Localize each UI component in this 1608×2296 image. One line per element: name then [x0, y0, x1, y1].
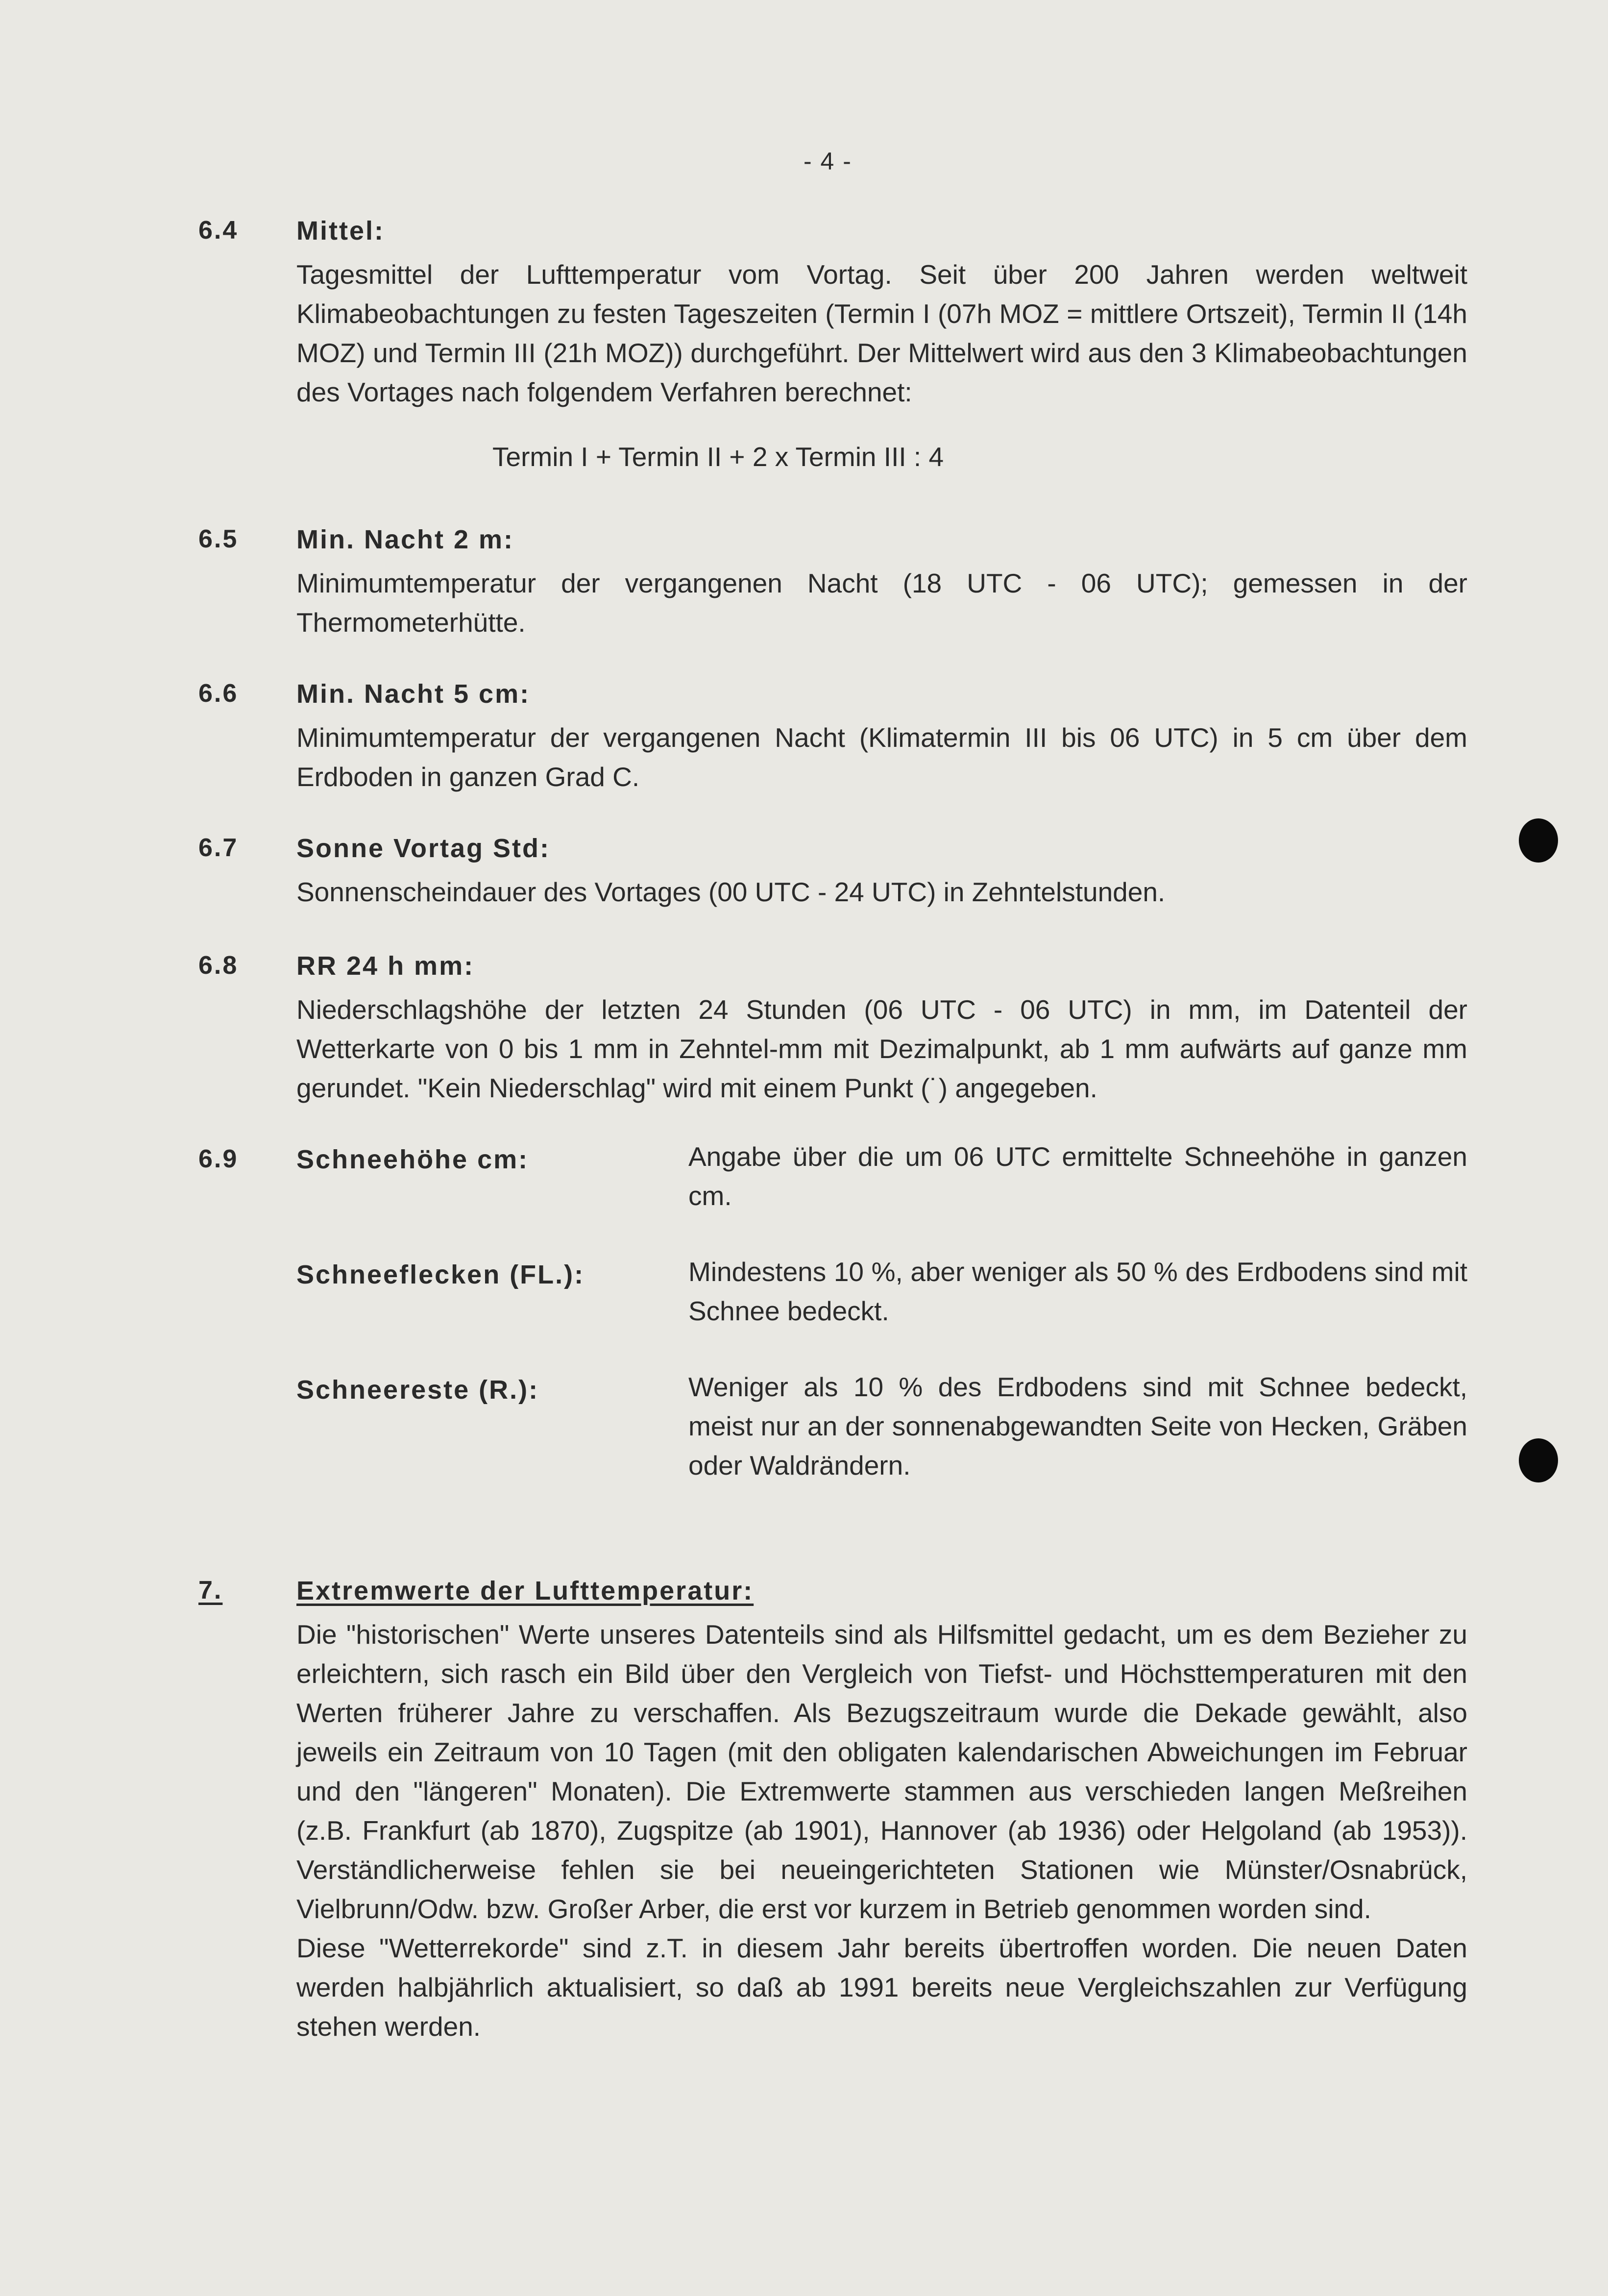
section-body [296, 564, 1467, 642]
paragraph: Minimumtemperatur der vergangenen Nacht (Klimatermin III bis 06 UTC) in 5 cm über dem Erdboden in ganzen Grad C. [296, 722, 1467, 792]
paragraph: Die "historischen" Werte unseres Datenteils sind als Hilfsmittel gedacht, um es dem Bezieher zu erleichtern, sich rasch ein Bild über den Vergleich von Tiefst- und Höchsttemperaturen mit den Werten früherer Jahre zu verschaffen. Als Bezugszeitraum wurde die Dekade gewählt, also jeweils ein Zeitraum von 10 Tagen (mit den obligaten kalendarischen Abweichungen im Februar und den "längeren" Monaten). Die Extremwerte stammen aus verschieden langen Meßreihen (z.B. Frankfurt (ab 1870), Zugspitze (ab 1901), Hannover (ab 1936) oder Helgoland (ab 1953)). Verständlicherweise fehlen sie bei neueingerichteten Stationen wie Münster/Osnabrück, Vielbrunn/Odw. bzw. Großer Arber, die erst vor kurzem in Betrieb genommen worden sind. [296, 1619, 1467, 1924]
paragraph: Tagesmittel der Lufttemperatur vom Vortag. Seit über 200 Jahren werden weltweit Klimabeobachtungen zu festen Tageszeiten (Termin I (07h MOZ = mittlere Ortszeit), Termin II (14h MOZ) und Termin III (21h MOZ)) durchgeführt. Der Mittelwert wird aus den 3 Klimabeobachtungen des Vortages nach folgendem Verfahren berechnet: [296, 259, 1467, 407]
section-number: 7. [198, 1576, 223, 1605]
definition-description: Mindestens 10 %, aber weniger als 50 % des Erdbodens sind mit Schnee bedeckt. [688, 1257, 1467, 1326]
section-body [296, 255, 1467, 412]
section-number: 6.4 [198, 216, 239, 245]
section-heading: Mittel: [296, 216, 385, 246]
section-body [296, 990, 1467, 1108]
section-number: 6.8 [198, 951, 239, 980]
section-heading: RR 24 h mm: [296, 951, 475, 981]
section-number: 6.7 [198, 834, 239, 862]
section-body [296, 1615, 1467, 2046]
formula: Termin I + Termin II + 2 x Termin III : 4 [492, 442, 944, 472]
section-number: 6.5 [198, 525, 239, 553]
section-number: 6.9 [198, 1145, 239, 1173]
paragraph: Niederschlagshöhe der letzten 24 Stunden (06 UTC - 06 UTC) in mm, im Datenteil der Wetterkarte von 0 bis 1 mm in Zehntel-mm mit Dezimalpunkt, ab 1 mm aufwärts auf ganze mm gerundet. "Kein Niederschlag" wird mit einem Punkt (˙) angegeben. [296, 994, 1467, 1103]
section-heading: Sonne Vortag Std: [296, 834, 550, 863]
definition-term: Schneeflecken (FL.): [296, 1260, 585, 1289]
paragraph: Sonnenscheindauer des Vortages (00 UTC - 24 UTC) in Zehntelstunden. [296, 877, 1166, 907]
definition-term: Schneehöhe cm: [296, 1145, 529, 1174]
section-body [296, 718, 1467, 796]
section-heading: Min. Nacht 5 cm: [296, 679, 531, 709]
section-heading: Min. Nacht 2 m: [296, 525, 514, 554]
definition-term: Schneereste (R.): [296, 1375, 539, 1405]
page-number: - 4 - [804, 148, 852, 175]
paragraph: Minimumtemperatur der vergangenen Nacht (18 UTC - 06 UTC); gemessen in der Thermometerhütte. [296, 568, 1467, 638]
definition-description: Weniger als 10 % des Erdbodens sind mit Schnee bedeckt, meist nur an der sonnenabgewandten Seite von Hecken, Gräben oder Waldrändern. [688, 1372, 1467, 1481]
punch-hole [1519, 818, 1558, 863]
punch-hole [1519, 1438, 1558, 1482]
section-body [296, 872, 1467, 912]
section-number: 6.6 [198, 679, 239, 708]
paragraph: Diese "Wetterrekorde" sind z.T. in diesem Jahr bereits übertroffen worden. Die neuen Daten werden halbjährlich aktualisiert, so daß ab 1991 bereits neue Vergleichszahlen zur Verfügung stehen werden. [296, 1933, 1467, 2042]
section-heading: Extremwerte der Lufttemperatur: [296, 1576, 754, 1605]
definition-description: Angabe über die um 06 UTC ermittelte Schneehöhe in ganzen cm. [688, 1141, 1467, 1211]
